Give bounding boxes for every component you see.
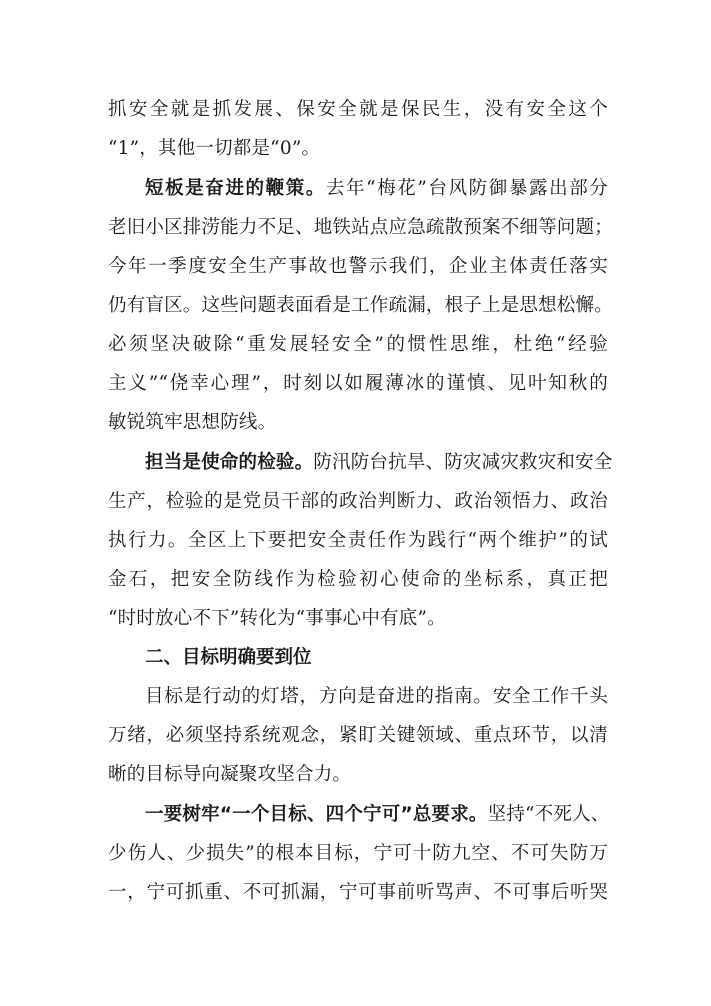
paragraph-line: 仍有盲区。这些问题表面看是工作疏漏，根子上是思想松懈。 — [108, 295, 613, 316]
paragraph-text: 坚持“不死人、 — [487, 804, 610, 825]
paragraph-line: 执行力。全区上下要把安全责任作为践行“两个维护”的试 — [108, 530, 608, 551]
paragraph-line: 主义”“侥幸心理”，时刻以如履薄冰的谨慎、见叶知秋的 — [108, 373, 608, 394]
paragraph-line: 金石，把安全防线作为检验初心使命的坐标系，真正把 — [108, 569, 608, 590]
paragraph-line: 敏锐筑牢思想防线。 — [108, 412, 277, 433]
paragraph-line: “时时放心不下”转化为“事事心中有底”。 — [108, 608, 446, 629]
paragraph-line — [145, 451, 613, 475]
section-heading: 二、目标明确要到位 — [145, 647, 312, 668]
paragraph-lead: 担当是使命的检验。 — [145, 452, 314, 473]
paragraph-line: 老旧小区排涝能力不足、地铁站点应急疏散预案不细等问题； — [108, 217, 613, 238]
paragraph-text: 去年“梅花”台风防御暴露出部分 — [325, 178, 608, 199]
paragraph-lead: 短板是奋进的鞭策。 — [145, 178, 326, 199]
paragraph-line: 必须坚决破除“重发展轻安全”的惯性思维，杜绝“经验 — [108, 334, 608, 355]
paragraph-line: 抓安全就是抓发展、保安全就是保民生，没有安全这个 — [108, 99, 608, 120]
paragraph-line: 晰的目标导向凝聚攻坚合力。 — [108, 764, 352, 785]
paragraph-line: 万绪，必须坚持系统观念，紧盯关键领域、重点环节，以清 — [108, 725, 608, 746]
paragraph-line: 今年一季度安全生产事故也警示我们，企业主体责任落实 — [108, 256, 608, 277]
paragraph-text: 防汛防台抗旱、防灾减灾救灾和安全 — [313, 452, 613, 473]
paragraph-line — [145, 803, 608, 827]
paragraph-line: 生产，检验的是党员干部的政治判断力、政治领悟力、政治 — [108, 491, 608, 512]
paragraph-line: 少伤人、少损失”的根本目标，宁可十防九空、不可失防万 — [108, 843, 608, 864]
paragraph-lead: 一要树牢“一个目标、四个宁可”总要求。 — [145, 804, 488, 825]
paragraph-line: 目标是行动的灯塔，方向是奋进的指南。安全工作千头 — [145, 686, 608, 707]
paragraph-line: “1”，其他一切都是“0”。 — [108, 138, 321, 159]
paragraph-line: 一，宁可抓重、不可抓漏，宁可事前听骂声、不可事后听哭 — [108, 882, 608, 903]
paragraph-line — [145, 177, 608, 201]
